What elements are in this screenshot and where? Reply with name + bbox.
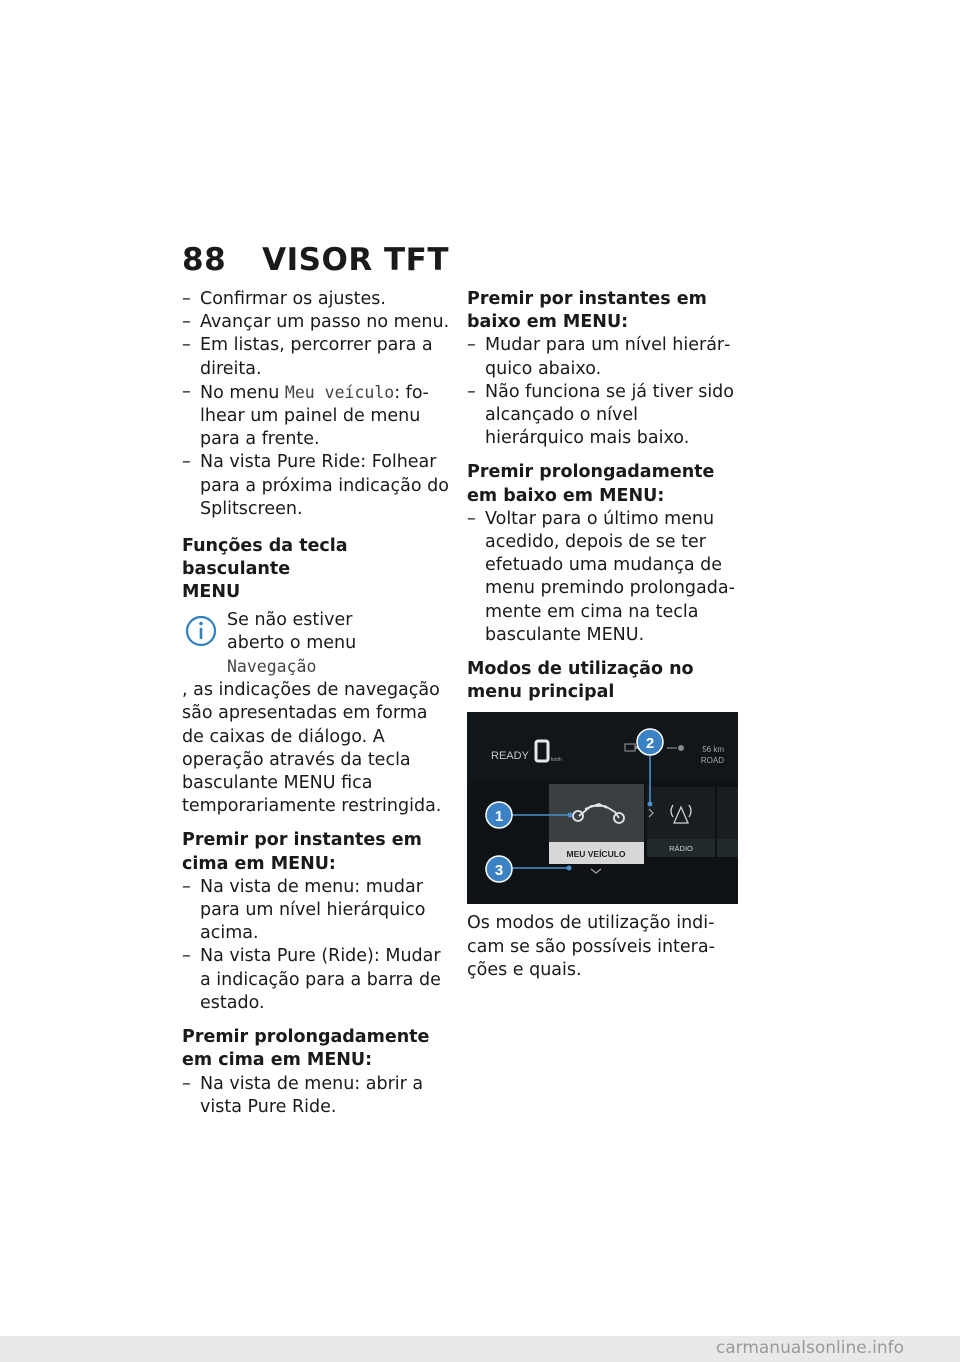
menu-name-code: Meu veículo — [284, 382, 395, 402]
dash: – — [182, 1073, 191, 1094]
item-text: Voltar para o último menu acedido, depois de se ter efetuado uma mudança de menu premindo prolongadamente em cima na tecla basculante MENU. — [485, 508, 735, 645]
range-value: 56 km — [702, 745, 724, 755]
tft-screen — [467, 712, 738, 904]
callout-1-number: 1 — [494, 808, 504, 826]
section-heading: Premir prolongadamente em cima em MENU: — [182, 1027, 430, 1071]
ready-label: READY — [491, 750, 529, 763]
item-text: Na vista Pure (Ride): Mudar a indicação para a barra de estado. — [200, 946, 441, 1013]
tile-radio-bg — [647, 787, 715, 839]
item-text: Na vista de menu: abrir a vista Pure Ride. — [200, 1073, 424, 1117]
callout-1-dot — [568, 813, 573, 818]
item-text: Na vista Pure Ride: Folhear para a próxima indicação do Splitscreen. — [200, 452, 449, 519]
tft-main-menu-figure — [467, 712, 738, 904]
list-item — [182, 288, 450, 311]
list-long-up — [182, 1073, 450, 1119]
dash: – — [182, 876, 191, 897]
dash: – — [467, 381, 476, 402]
dash: – — [182, 312, 191, 333]
section-heading: Funções da tecla basculante MENU — [182, 536, 348, 603]
item-text: Avançar um passo no menu. — [200, 312, 450, 333]
tile-my-vehicle-label: MEU VEÍCULO — [566, 849, 626, 860]
list-long-down — [467, 508, 739, 647]
menu-name-code: Navegação — [227, 657, 317, 677]
list-item — [182, 381, 450, 452]
dash: – — [182, 946, 191, 967]
note-text: Se não estiver aberto o menu — [227, 609, 357, 653]
item-text: Mudar para um nível hierárquico abaixo. — [485, 335, 731, 379]
item-text: Na vista de menu: mudar para um nível hierárquico acima. — [200, 876, 426, 944]
list-short-down — [467, 334, 739, 450]
list-item — [182, 1073, 450, 1119]
dash: – — [467, 508, 476, 529]
callout-2-dot — [648, 802, 653, 807]
dash: – — [182, 381, 191, 402]
tile-next-bg — [717, 787, 738, 839]
tile-my-vehicle-bg — [549, 784, 644, 842]
dash: – — [182, 289, 191, 309]
list-item — [182, 945, 450, 1015]
riding-mode: ROAD — [700, 756, 724, 766]
page-header — [182, 242, 449, 278]
left-column — [182, 288, 450, 1119]
list-item — [467, 508, 739, 647]
list-short-up — [182, 876, 450, 1015]
item-text: No menu — [200, 382, 285, 403]
section-heading: Premir por instantes em cima em MENU: — [182, 830, 422, 874]
footer-bar — [0, 1336, 960, 1362]
callout-2-number: 2 — [645, 735, 655, 753]
speed-unit: km/h — [551, 757, 562, 764]
tile-radio-label: RÁDIO — [669, 844, 693, 854]
note-text-rest: , as indicações de navegação são apresentadas em forma de caixas de diálogo. A operação através da tecla basculante MENU fica temporariamente restringida. — [182, 680, 442, 817]
callout-3-dot — [567, 866, 572, 871]
callout-3-number: 3 — [494, 862, 504, 880]
right-column — [467, 288, 739, 982]
tile-next-label-bg — [717, 839, 738, 857]
page-title: VISOR TFT — [262, 242, 449, 278]
dash: – — [182, 452, 191, 473]
list-item — [182, 334, 450, 380]
section-heading: Modos de utilização no menu principal — [467, 659, 694, 703]
watermark: carmanualsonline.info — [715, 1338, 904, 1358]
item-text: Confirmar os ajustes. — [200, 289, 386, 309]
list-item — [467, 381, 739, 451]
info-icon — [182, 613, 220, 656]
item-text: Em listas, percorrer para a direita. — [200, 335, 433, 379]
list-item — [182, 876, 450, 946]
list-item — [182, 311, 450, 334]
list-confirm-advance — [182, 288, 450, 521]
info-note — [182, 609, 450, 819]
dash: – — [182, 335, 191, 356]
item-text: Não funciona se já tiver sido alcançado o nível hierárquico mais baixo. — [485, 381, 734, 449]
section-heading: Premir por instantes em baixo em MENU: — [467, 289, 707, 333]
figure-caption: Os modos de utilização indicam se são possíveis interações e quais. — [467, 913, 715, 980]
section-heading: Premir prolongadamente em baixo em MENU: — [467, 462, 715, 506]
list-item — [182, 451, 450, 521]
dash: – — [467, 335, 476, 356]
list-item — [467, 334, 739, 380]
item-text: : folhear um painel de menu para a frente. — [200, 382, 429, 450]
page-number: 88 — [182, 242, 227, 278]
